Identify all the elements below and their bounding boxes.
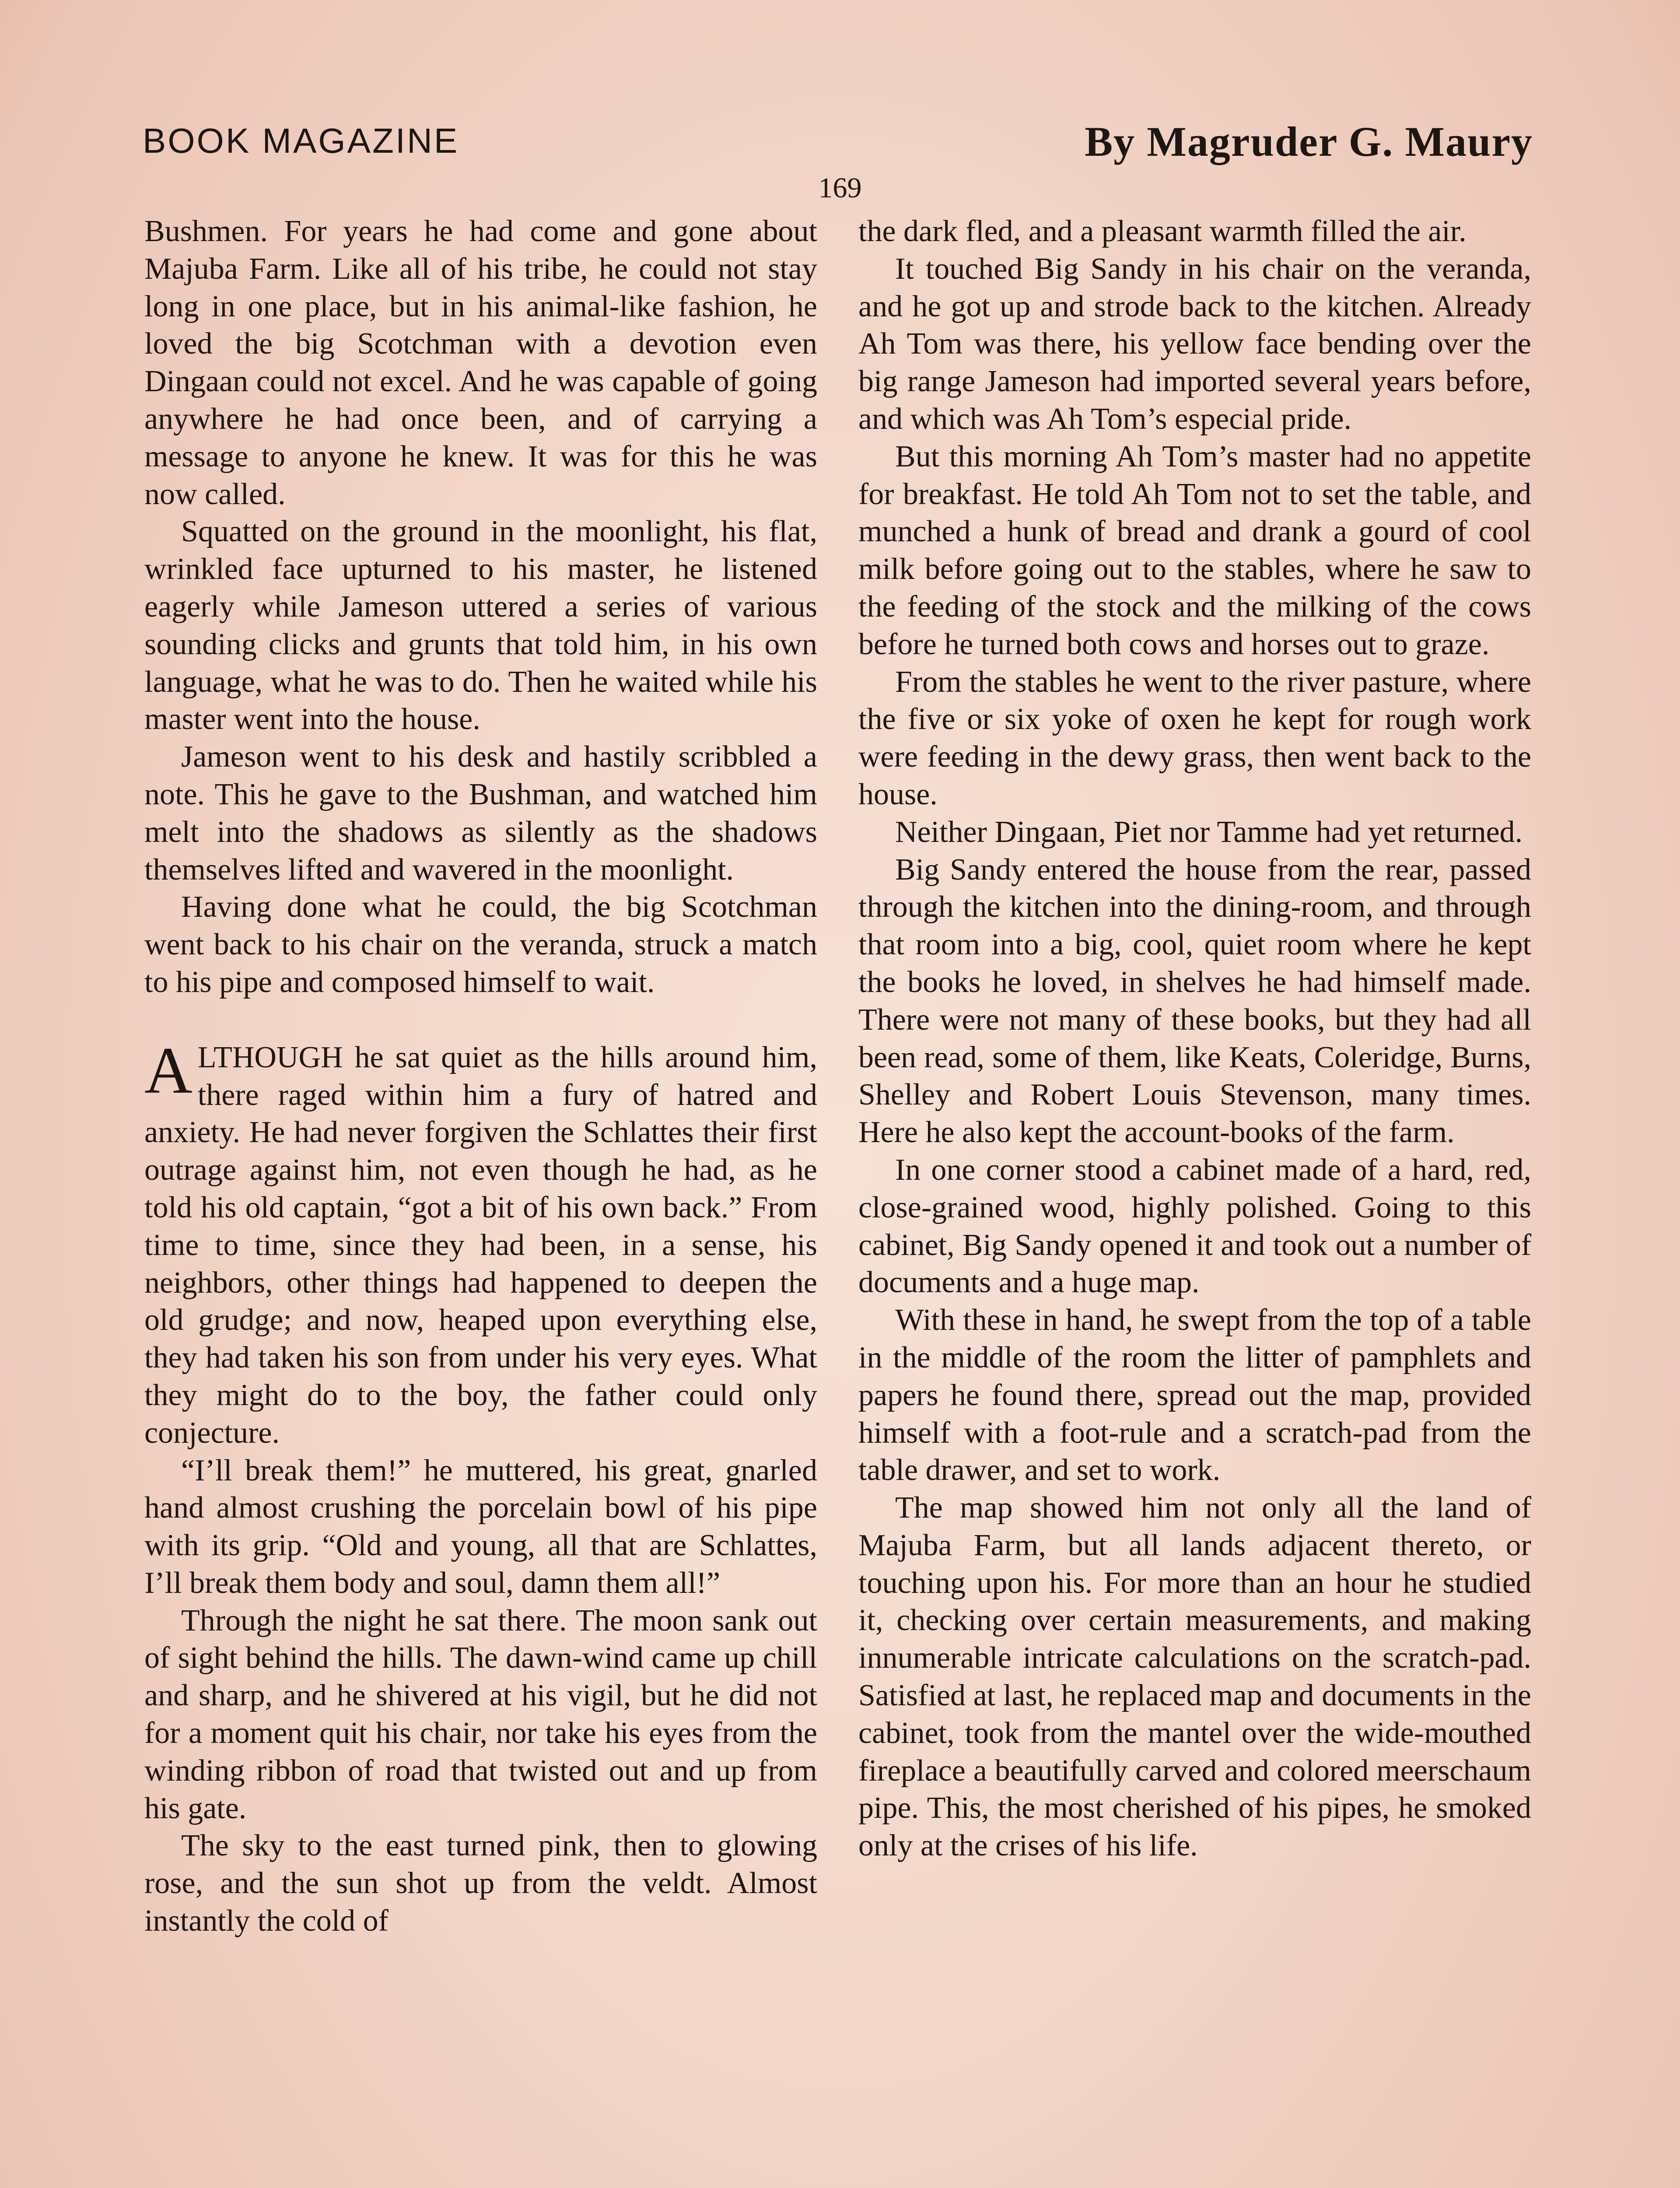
running-head-author: By Magruder G. Maury [1085, 118, 1533, 165]
paragraph: Big Sandy entered the house from the rear, passed through the kitchen into the dining-room, and through that room into a big, cool, quiet room where he kept the books he loved, in shelves he had himself made. There were not many of these books, but they had all been read, some of them, like Keats, Coleridge, Burns, Shelley and Robert Louis Stevenson, many times. Here he also kept the account-books of the farm. [858, 852, 1531, 1150]
left-column [144, 213, 817, 1940]
paragraph: Bushmen. For years he had come and gone about Majuba Farm. Like all of his tribe, he could not stay long in one place, but in his animal-like fashion, he loved the big Scotchman with a devotion even Dingaan could not excel. And he was capable of going anywhere he had once been, and of carrying a message to anyone he knew. It was for this he was now called. [144, 214, 817, 511]
paragraph: “I’ll break them!” he muttered, his great, gnarled hand almost crushing the porcelain bowl of his pipe with its grip. “Old and young, all that are Schlattes, I’ll break them body and soul, damn them all!” [144, 1453, 817, 1600]
paragraph: In one corner stood a cabinet made of a hard, red, close-grained wood, highly polished. Going to this cabinet, Big Sandy opened it and took out a number of documents and a huge map. [858, 1153, 1531, 1300]
paragraph: With these in hand, he swept from the top of a table in the middle of the room the litter of pamphlets and papers he found there, spread out the map, provided himself with a foot-rule and a scratch-pad from the table drawer, and set to work. [858, 1303, 1531, 1487]
paragraph: Having done what he could, the big Scotchman went back to his chair on the veranda, struck a match to his pipe and composed himself to wait. [144, 890, 817, 999]
paragraph: Through the night he sat there. The moon sank out of sight behind the hills. The dawn-wind came up chill and sharp, and he shivered at his vigil, but he did not for a moment quit his chair, nor take his eyes from the winding ribbon of road that twisted out and up from his gate. [144, 1603, 817, 1825]
paragraph: Squatted on the ground in the moonlight, his flat, wrinkled face upturned to his master, he listened eagerly while Jameson uttered a series of various sounding clicks and grunts that told him, in his own language, what he was to do. Then he waited while his master went into the house. [144, 515, 817, 736]
paragraph: Neither Dingaan, Piet nor Tamme had yet returned. [895, 815, 1523, 849]
paragraph: From the stables he went to the river pasture, where the five or six yoke of oxen he kept for rough work were feeding in the dewy grass, then went back to the house. [858, 665, 1531, 811]
running-head-magazine-title: BOOK MAGAZINE [143, 121, 459, 160]
page-number: 169 [818, 172, 862, 204]
paragraph: It touched Big Sandy in his chair on the veranda, and he got up and strode back to the kitchen. Already Ah Tom was there, his yellow face bending over the big range Jameson had imported several years before, and which was Ah Tom’s especial pride. [858, 252, 1531, 436]
paragraph-text: LTHOUGH he sat quiet as the hills around him, there raged within him a fury of hatred and anxiety. He had never forgiven the Schlattes their first outrage against him, not even though he had, as he told his old captain, “got a bit of his own back.” From time to time, since they had been, in a sense, his neighbors, other things had happened to deepen the old grudge; and now, heaped upon everything else, they had taken his son from under his very eyes. What they might do to the boy, the father could only conjecture. [144, 1040, 817, 1450]
paragraph: The sky to the east turned pink, then to glowing rose, and the sun shot up from the veldt. Almost instantly the cold of [144, 1829, 817, 1938]
drop-cap: A [144, 1033, 192, 1107]
paragraph: But this morning Ah Tom’s master had no appetite for breakfast. He told Ah Tom not to set the table, and munched a hunk of bread and drank a gourd of cool milk before going out to the stables, where he saw to the feeding of the stock and the milking of the cows before he turned both cows and horses out to graze. [858, 439, 1531, 661]
paragraph: The map showed him not only all the land of Majuba Farm, but all lands adjacent thereto, or touching upon his. For more than an hour he studied it, checking over certain measurements, and making innumerable intricate calculations on the scratch-pad. Satisfied at last, he replaced map and documents in the cabinet, took from the mantel over the wide-mouthed fireplace a beautifully carved and colored meerschaum pipe. This, the most cherished of his pipes, he smoked only at the crises of his life. [858, 1491, 1531, 1863]
section-opening-paragraph [144, 1033, 817, 1452]
paragraph: the dark fled, and a pleasant warmth filled the air. [858, 214, 1466, 248]
paragraph: Jameson went to his desk and hastily scribbled a note. This he gave to the Bushman, and watched him melt into the shadows as silently as the shadows themselves lifted and wavered in the moonlight. [144, 740, 817, 887]
right-column [858, 213, 1531, 1865]
